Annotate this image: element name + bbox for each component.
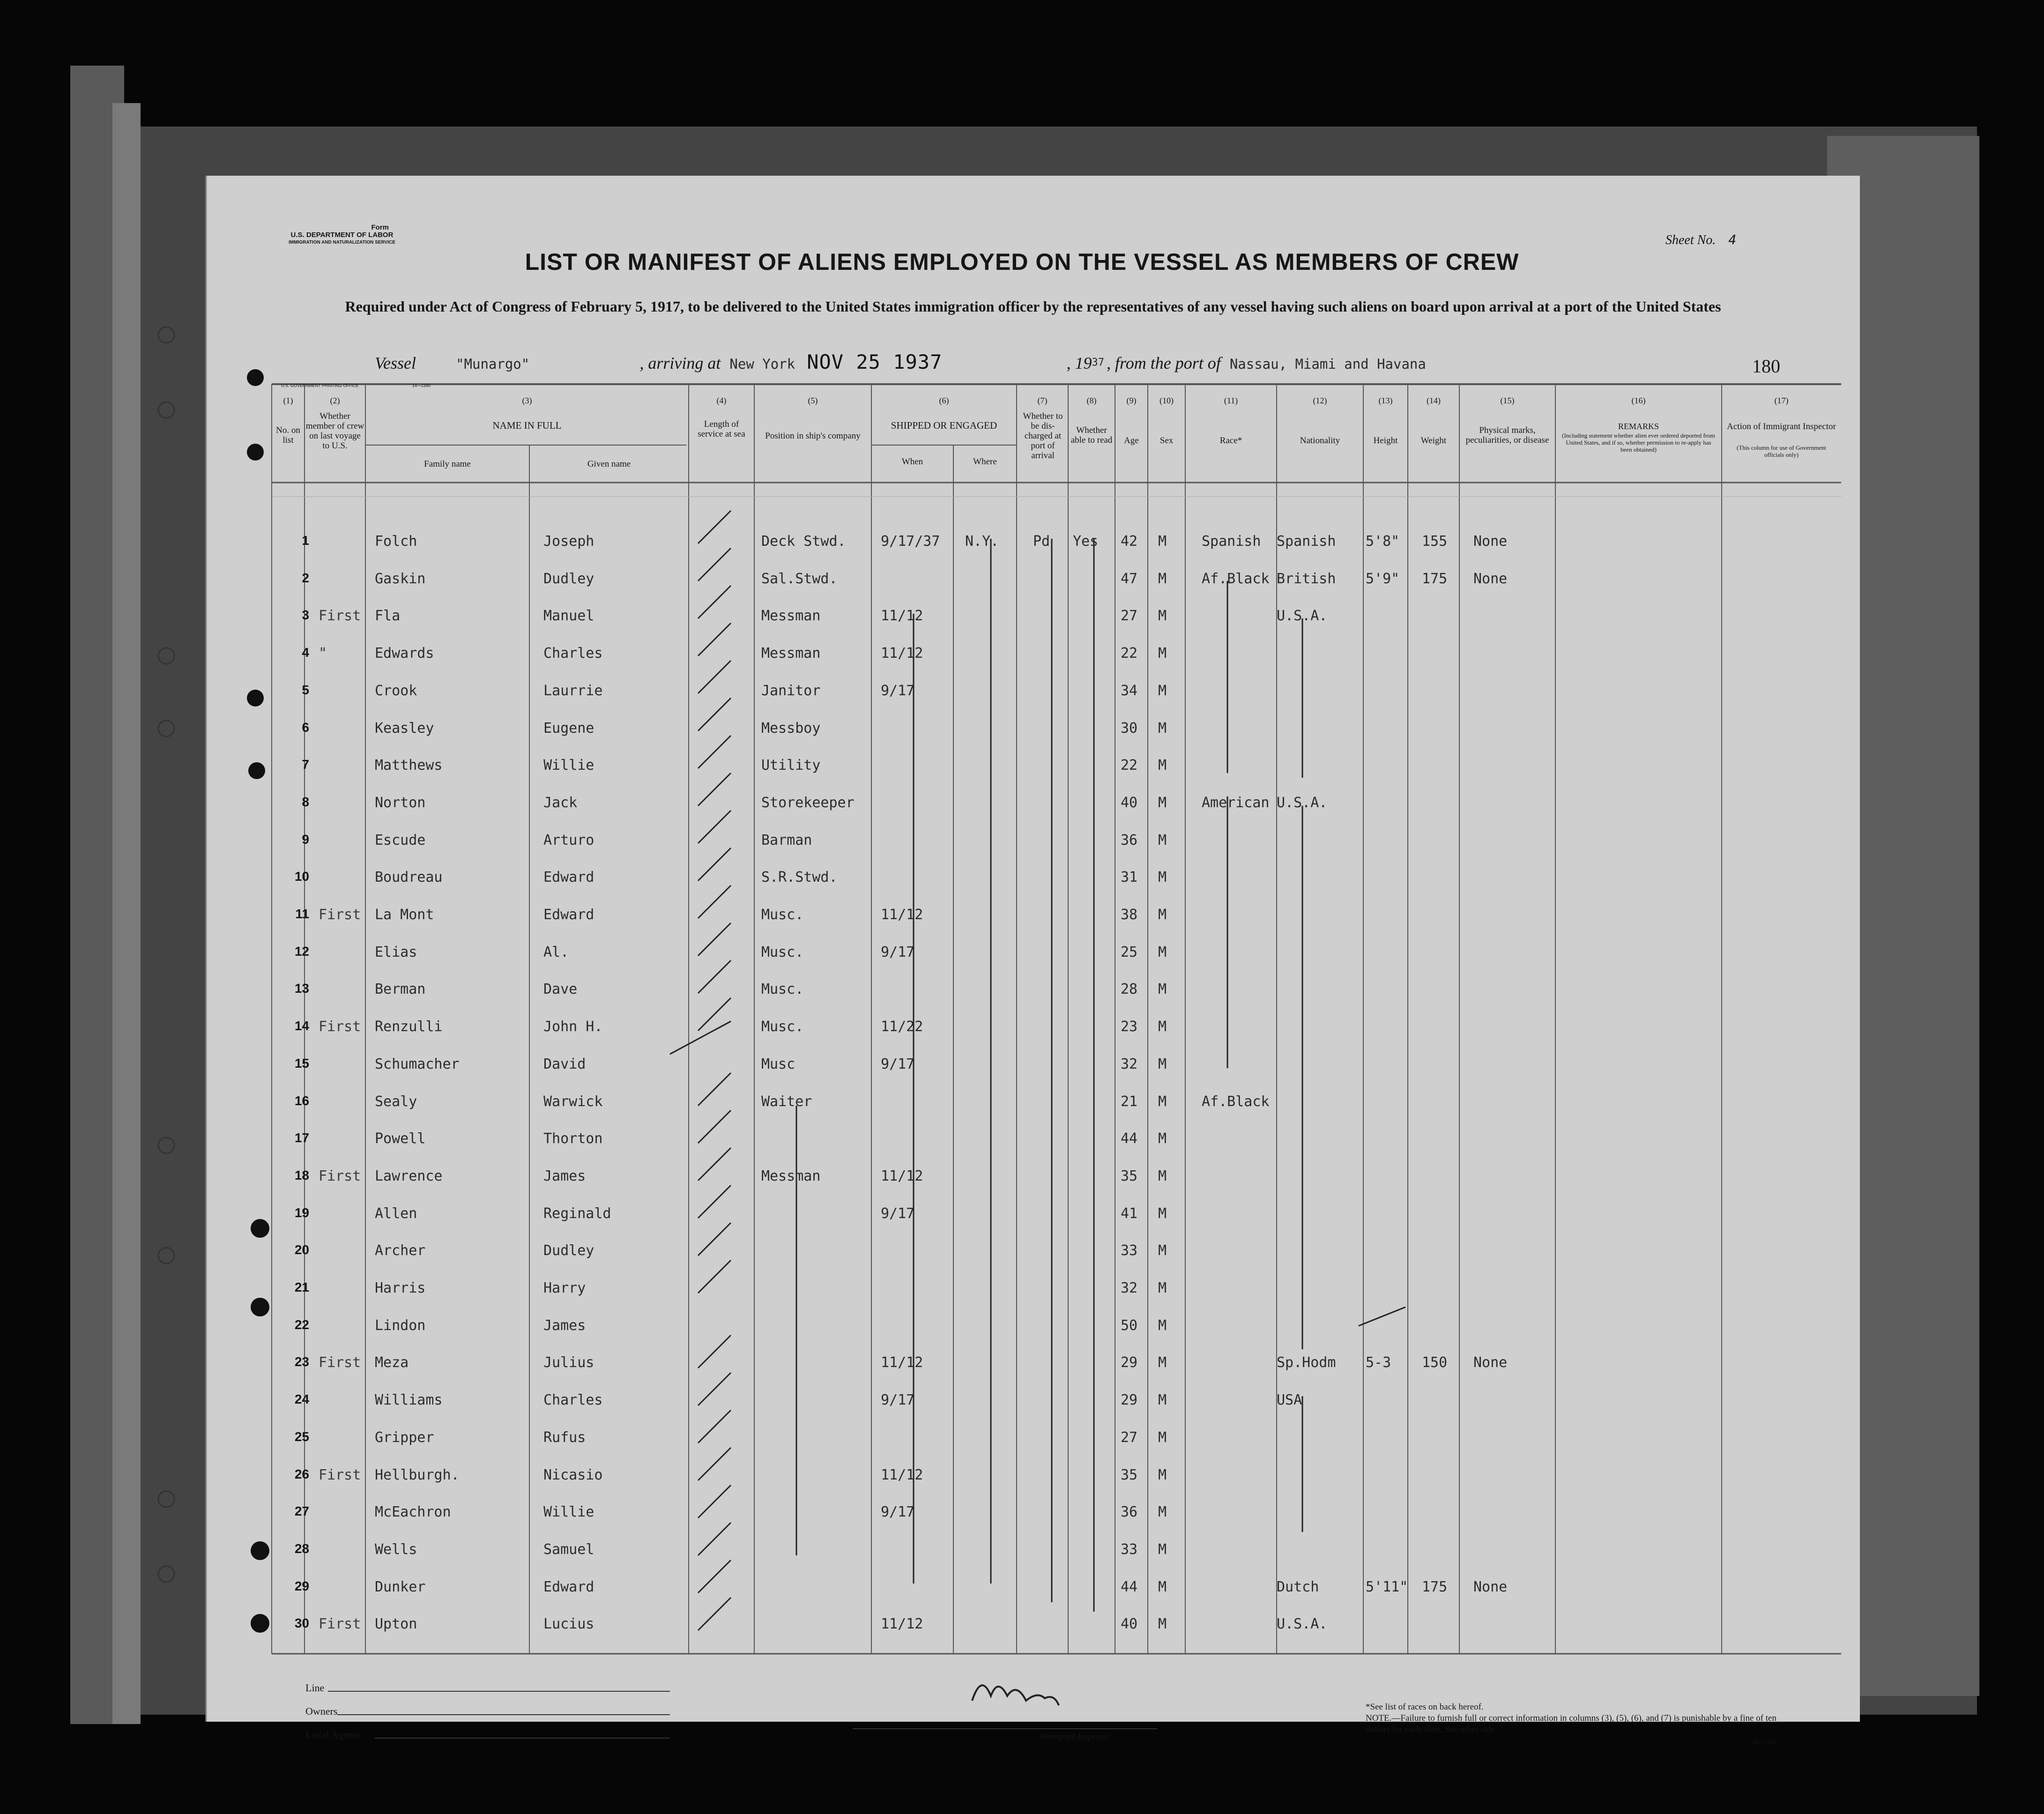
vessel-label: Vessel: [375, 354, 416, 372]
sheet-label: Sheet No.: [1665, 233, 1716, 247]
cell-given: Nicasio: [543, 1466, 603, 1483]
cell-nationality: USA: [1277, 1392, 1302, 1409]
cell-nationality: Sp.Hodm: [1277, 1354, 1336, 1371]
cell-age: 36: [1121, 1504, 1138, 1521]
cell-no: 20: [294, 1242, 309, 1257]
cell-given: Harry: [543, 1280, 586, 1296]
cell-nationality: U.S.A.: [1277, 794, 1328, 811]
sheet-value: 4: [1728, 232, 1737, 247]
cell-position: Messman: [761, 645, 821, 662]
cell-first: ": [319, 645, 327, 662]
cell-sex: M: [1158, 1578, 1167, 1595]
cell-sex: M: [1158, 1242, 1167, 1259]
cell-given: Reginald: [543, 1205, 611, 1222]
cell-position: Messman: [761, 1167, 821, 1184]
colnum-5: (5): [808, 396, 818, 405]
cell-marks: None: [1473, 1354, 1508, 1371]
cell-no: 26: [294, 1466, 309, 1481]
cell-age: 50: [1121, 1317, 1138, 1334]
header-action: Action of Immigrant Inspector: [1727, 422, 1836, 431]
header-discharged: Whether to be dis-charged at port of arrival: [1023, 411, 1063, 461]
cell-first: First: [319, 608, 361, 624]
colnum-15: (15): [1500, 396, 1515, 405]
cell-read: Yes: [1073, 533, 1099, 550]
cell-no: 23: [294, 1354, 309, 1369]
cell-sex: M: [1158, 1056, 1167, 1072]
manifest-paper: [206, 176, 1860, 1722]
cell-sex: M: [1158, 1093, 1167, 1110]
header-position: Position in ship's company: [765, 431, 861, 441]
cell-sex: M: [1158, 1429, 1167, 1446]
cell-age: 30: [1121, 720, 1138, 736]
cell-family: Sealy: [375, 1093, 417, 1110]
cell-family: Hellburgh.: [375, 1466, 460, 1483]
page-edge-fold: [112, 103, 141, 1724]
date-stamp: NOV 25 1937: [807, 350, 943, 373]
cell-sex: M: [1158, 869, 1167, 886]
cell-age: 44: [1121, 1578, 1138, 1595]
cell-marks: None: [1473, 1578, 1508, 1595]
cell-family: Powell: [375, 1130, 426, 1147]
cell-sex: M: [1158, 1541, 1167, 1558]
cell-age: 31: [1121, 869, 1138, 886]
header-no-on-list: No. on list: [276, 425, 300, 445]
cell-position: Sal.Stwd.: [761, 570, 838, 587]
colnum-10: (10): [1160, 396, 1174, 405]
cell-family: Lindon: [375, 1317, 426, 1334]
cell-no: 5: [302, 682, 309, 697]
cell-family: Archer: [375, 1242, 426, 1259]
arriving-port: New York: [729, 356, 795, 372]
cell-when: 9/17: [881, 1392, 915, 1409]
cell-when: 9/17/37: [881, 533, 940, 550]
cell-given: David: [543, 1056, 586, 1072]
cell-no: 22: [294, 1317, 309, 1332]
cell-family: Schumacher: [375, 1056, 460, 1072]
cell-position: Musc: [761, 1056, 795, 1072]
cell-position: Utility: [761, 757, 821, 774]
cell-given: Edward: [543, 869, 595, 886]
cell-height: 5'11": [1366, 1578, 1408, 1595]
line-label: Line: [305, 1682, 325, 1694]
department-label: U.S. DEPARTMENT OF LABOR: [290, 231, 394, 239]
year-value: 37: [1092, 357, 1104, 369]
cell-nationality: U.S.A.: [1277, 1616, 1328, 1633]
cell-given: James: [543, 1317, 586, 1334]
cell-age: 29: [1121, 1392, 1138, 1409]
cell-no: 21: [294, 1280, 309, 1294]
cell-age: 42: [1121, 533, 1138, 550]
cell-sex: M: [1158, 1616, 1167, 1633]
printer-label: U.S. GOVERNMENT PRINTING OFFICE: [281, 383, 359, 388]
cell-when: 11/12: [881, 1167, 923, 1184]
from-port: Nassau, Miami and Havana: [1229, 356, 1426, 372]
page-subtitle: Required under Act of Congress of February 5, 1917, to be delivered to the United States immigration officer by the representatives of any vessel having such aliens on board upon arrival at a port of the United States: [345, 298, 1721, 315]
cell-race: Af.Black: [1202, 1093, 1270, 1110]
header-shipped-or-engaged: SHIPPED OR ENGAGED: [891, 420, 997, 431]
cell-marks: None: [1473, 570, 1508, 587]
cell-sex: M: [1158, 1019, 1167, 1035]
cell-age: 32: [1121, 1280, 1138, 1296]
header-able-to-read: Whether able to read: [1070, 425, 1113, 445]
cell-when: 9/17: [881, 1205, 915, 1222]
page-title: LIST OR MANIFEST OF ALIENS EMPLOYED ON THE VESSEL AS MEMBERS OF CREW: [525, 249, 1519, 275]
cell-age: 40: [1121, 794, 1138, 811]
cell-given: Samuel: [543, 1541, 595, 1558]
cell-marks: None: [1473, 533, 1508, 550]
cell-family: Berman: [375, 981, 426, 998]
cell-family: Keasley: [375, 720, 434, 736]
header-race: Race*: [1219, 436, 1242, 446]
cell-first: First: [319, 1616, 361, 1633]
cell-first: First: [319, 1354, 361, 1371]
cell-no: 9: [302, 832, 309, 847]
cell-when: 11/12: [881, 608, 923, 624]
cell-family: Norton: [375, 794, 426, 811]
cell-given: James: [543, 1167, 586, 1184]
cell-age: 44: [1121, 1130, 1138, 1147]
cell-no: 30: [294, 1616, 309, 1631]
cell-no: 13: [294, 981, 309, 996]
cell-no: 8: [302, 794, 309, 809]
cell-given: Laurrie: [543, 682, 603, 699]
cell-height: 5'9": [1366, 570, 1400, 587]
colnum-4: (4): [716, 396, 727, 405]
cell-given: Lucius: [543, 1616, 595, 1633]
cell-sex: M: [1158, 944, 1167, 960]
cell-no: 25: [294, 1429, 309, 1444]
cell-position: Storekeeper: [761, 794, 855, 811]
cell-sex: M: [1158, 1504, 1167, 1521]
header-when: When: [901, 457, 923, 467]
cell-family: Fla: [375, 608, 401, 624]
cell-sex: M: [1158, 682, 1167, 699]
cell-nationality: Dutch: [1277, 1578, 1319, 1595]
cell-sex: M: [1158, 1167, 1167, 1184]
header-nationality: Nationality: [1300, 436, 1340, 446]
cell-position: Janitor: [761, 682, 821, 699]
cell-when: 11/12: [881, 1616, 923, 1633]
cell-nationality: Spanish: [1277, 533, 1336, 550]
cell-given: Jack: [543, 794, 578, 811]
cell-given: Charles: [543, 1392, 603, 1409]
cell-age: 36: [1121, 832, 1138, 848]
cell-sex: M: [1158, 1205, 1167, 1222]
cell-position: Messboy: [761, 720, 821, 736]
cell-family: Allen: [375, 1205, 417, 1222]
cell-family: Boudreau: [375, 869, 443, 886]
colnum-1: (1): [283, 396, 293, 405]
cell-height: 5'8": [1366, 533, 1400, 550]
cell-position: Barman: [761, 832, 812, 848]
cell-position: S.R.Stwd.: [761, 869, 838, 886]
cell-sex: M: [1158, 533, 1167, 550]
colnum-6: (6): [939, 396, 949, 405]
cell-first: First: [319, 1167, 361, 1184]
vessel-line: [375, 350, 1426, 373]
cell-position: Musc.: [761, 1019, 804, 1035]
cell-no: 24: [294, 1392, 309, 1407]
header-given-name: Given name: [587, 459, 631, 469]
header-physical-marks: Physical marks, peculiarities, or disease: [1465, 425, 1549, 445]
cell-when: 11/12: [881, 645, 923, 662]
cell-no: 16: [294, 1093, 309, 1108]
cell-nationality: U.S.A.: [1277, 608, 1328, 624]
cell-sex: M: [1158, 1354, 1167, 1371]
cell-family: McEachron: [375, 1504, 451, 1521]
cell-family: Crook: [375, 682, 417, 699]
cell-sex: M: [1158, 1392, 1167, 1409]
cell-given: Dave: [543, 981, 578, 998]
cell-weight: 150: [1422, 1354, 1448, 1371]
cell-no: 14: [294, 1019, 309, 1033]
cell-family: Lawrence: [375, 1167, 443, 1184]
cell-height: 5-3: [1366, 1354, 1391, 1371]
cell-nationality: British: [1277, 570, 1336, 587]
colnum-13: (13): [1378, 396, 1393, 405]
cell-age: 33: [1121, 1541, 1138, 1558]
header-sex: Sex: [1160, 436, 1174, 446]
cell-sex: M: [1158, 981, 1167, 998]
cell-no: 2: [302, 570, 309, 585]
header-length-of-service: Length of service at sea: [698, 419, 745, 439]
cell-family: Matthews: [375, 757, 443, 774]
colnum-17: (17): [1774, 396, 1789, 405]
cell-when: 11/12: [881, 1354, 923, 1371]
cell-sex: M: [1158, 832, 1167, 848]
page-number: 180: [1752, 356, 1780, 377]
cell-no: 10: [294, 869, 309, 884]
cell-no: 4: [302, 645, 309, 660]
cell-sex: M: [1158, 645, 1167, 662]
from-label: , from the port of: [1107, 354, 1221, 372]
cell-race: American: [1202, 794, 1270, 811]
cell-no: 1: [302, 533, 309, 548]
cell-no: 19: [294, 1205, 309, 1220]
form-code-bottom: 14—1340: [1752, 1739, 1777, 1746]
cell-age: 32: [1121, 1056, 1138, 1072]
header-weight: Weight: [1420, 436, 1447, 446]
cell-given: Arturo: [543, 832, 595, 848]
cell-sex: M: [1158, 1280, 1167, 1296]
immigrant-inspector-label: Immigrant Inspector.: [1040, 1732, 1111, 1741]
cell-when: 9/17: [881, 944, 915, 960]
cell-family: Harris: [375, 1280, 426, 1296]
cell-no: 18: [294, 1167, 309, 1182]
cell-family: Williams: [375, 1392, 443, 1409]
cell-given: Manuel: [543, 608, 595, 624]
header-action-note: (This column for use of Government officials only): [1737, 444, 1826, 458]
cell-no: 15: [294, 1056, 309, 1071]
cell-given: Eugene: [543, 720, 595, 736]
cell-given: Rufus: [543, 1429, 586, 1446]
cell-family: Gaskin: [375, 570, 426, 587]
cell-when: 11/12: [881, 1466, 923, 1483]
cell-sex: M: [1158, 1466, 1167, 1483]
colnum-2: (2): [330, 396, 340, 405]
cell-given: Edward: [543, 1578, 595, 1595]
cell-family: Wells: [375, 1541, 417, 1558]
cell-given: Willie: [543, 757, 595, 774]
cell-age: 41: [1121, 1205, 1138, 1222]
cell-age: 23: [1121, 1019, 1138, 1035]
cell-family: Meza: [375, 1354, 409, 1371]
cell-sex: M: [1158, 907, 1167, 923]
cell-age: 22: [1121, 645, 1138, 662]
cell-when: 11/22: [881, 1019, 923, 1035]
cell-age: 38: [1121, 907, 1138, 923]
cell-given: Joseph: [543, 533, 595, 550]
colnum-12: (12): [1313, 396, 1327, 405]
header-where: Where: [973, 457, 997, 467]
cell-family: Gripper: [375, 1429, 434, 1446]
header-height: Height: [1373, 436, 1398, 446]
cell-family: Elias: [375, 944, 417, 960]
cell-position: Musc.: [761, 944, 804, 960]
cell-family: Edwards: [375, 645, 434, 662]
cell-age: 29: [1121, 1354, 1138, 1371]
form-code-top: 14—1340: [412, 383, 431, 388]
cell-no: 7: [302, 757, 309, 772]
header-family-name: Family name: [424, 459, 471, 469]
cell-age: 35: [1121, 1466, 1138, 1483]
cell-age: 40: [1121, 1616, 1138, 1633]
cell-age: 34: [1121, 682, 1138, 699]
cell-no: 6: [302, 720, 309, 735]
cell-family: Upton: [375, 1616, 417, 1633]
local-agents-label: Local Agents: [305, 1729, 360, 1740]
cell-family: Dunker: [375, 1578, 426, 1595]
header-age: Age: [1124, 436, 1139, 446]
header-remarks-note: (Including statement whether alien ever ordered deported from United States, and if so, whether permission to re-apply has been obtained): [1562, 432, 1715, 453]
cell-age: 21: [1121, 1093, 1138, 1110]
cell-sex: M: [1158, 1317, 1167, 1334]
cell-first: First: [319, 1019, 361, 1035]
cell-given: Al.: [543, 944, 569, 960]
cell-age: 28: [1121, 981, 1138, 998]
cell-age: 33: [1121, 1242, 1138, 1259]
colnum-3: (3): [522, 396, 532, 405]
cell-where: N.Y.: [965, 533, 999, 550]
cell-age: 27: [1121, 1429, 1138, 1446]
cell-no: 3: [302, 608, 309, 623]
cell-first: First: [319, 1466, 361, 1483]
colnum-16: (16): [1631, 396, 1646, 405]
cell-race: Af.Black: [1202, 570, 1270, 587]
cell-discharged: Pd: [1033, 533, 1050, 550]
colnum-8: (8): [1086, 396, 1097, 405]
cell-when: 11/12: [881, 907, 923, 923]
cell-position: Messman: [761, 608, 821, 624]
race-note: *See list of races on back hereof.: [1366, 1702, 1484, 1712]
cell-family: Escude: [375, 832, 426, 848]
cell-first: First: [319, 907, 361, 923]
cell-age: 27: [1121, 608, 1138, 624]
cell-no: 17: [294, 1130, 309, 1145]
service-label: IMMIGRATION AND NATURALIZATION SERVICE: [289, 240, 395, 245]
cell-sex: M: [1158, 1130, 1167, 1147]
cell-given: Dudley: [543, 1242, 595, 1259]
cell-sex: M: [1158, 720, 1167, 736]
cell-given: Dudley: [543, 570, 595, 587]
cell-given: Charles: [543, 645, 603, 662]
cell-no: 29: [294, 1578, 309, 1593]
penalty-note: NOTE.—Failure to furnish full or correct information in columns (3), (5), (6), and (7) is punishable by a fine of ten dollars for each alien. See other side.: [1366, 1713, 1776, 1734]
cell-position: Musc.: [761, 981, 804, 998]
cell-given: Julius: [543, 1354, 595, 1371]
form-header: [262, 224, 422, 246]
colnum-9: (9): [1126, 396, 1137, 405]
cell-given: Warwick: [543, 1093, 603, 1110]
cell-when: 9/17: [881, 1056, 915, 1072]
cell-no: 27: [294, 1504, 309, 1519]
arriving-label: , arriving at: [639, 354, 721, 372]
header-member-last-voyage: Whether member of crew on last voyage to U.S.: [305, 411, 364, 451]
cell-no: 11: [295, 907, 309, 921]
cell-no: 28: [294, 1541, 309, 1556]
cell-family: Folch: [375, 533, 417, 550]
year-label: , 19: [1066, 354, 1092, 372]
cell-position: Deck Stwd.: [761, 533, 846, 550]
cell-age: 25: [1121, 944, 1138, 960]
cell-sex: M: [1158, 757, 1167, 774]
cell-race: Spanish: [1202, 533, 1261, 550]
cell-given: Thorton: [543, 1130, 603, 1147]
cell-position: Waiter: [761, 1093, 812, 1110]
cell-given: Willie: [543, 1504, 595, 1521]
cell-when: 9/17: [881, 1504, 915, 1521]
cell-when: 9/17: [881, 682, 915, 699]
cell-no: 12: [294, 944, 309, 959]
cell-given: John H.: [543, 1019, 603, 1035]
cell-sex: M: [1158, 608, 1167, 624]
cell-family: La Mont: [375, 907, 434, 923]
colnum-7: (7): [1037, 396, 1048, 405]
cell-age: 47: [1121, 570, 1138, 587]
cell-sex: M: [1158, 570, 1167, 587]
cell-sex: M: [1158, 794, 1167, 811]
cell-position: Musc.: [761, 907, 804, 923]
cell-given: Edward: [543, 907, 595, 923]
cell-age: 35: [1121, 1167, 1138, 1184]
cell-weight: 175: [1422, 1578, 1448, 1595]
cell-age: 22: [1121, 757, 1138, 774]
colnum-11: (11): [1224, 396, 1238, 405]
owners-label: Owners: [305, 1705, 338, 1717]
cell-family: Renzulli: [375, 1019, 443, 1035]
colnum-14: (14): [1427, 396, 1441, 405]
vessel-name: "Munargo": [456, 356, 530, 372]
cell-weight: 155: [1422, 533, 1448, 550]
sheet-number: [1665, 232, 1736, 248]
form-label: Form: [371, 223, 389, 231]
header-name-in-full: NAME IN FULL: [492, 420, 562, 431]
header-remarks: REMARKS: [1618, 422, 1659, 431]
cell-weight: 175: [1422, 570, 1448, 587]
